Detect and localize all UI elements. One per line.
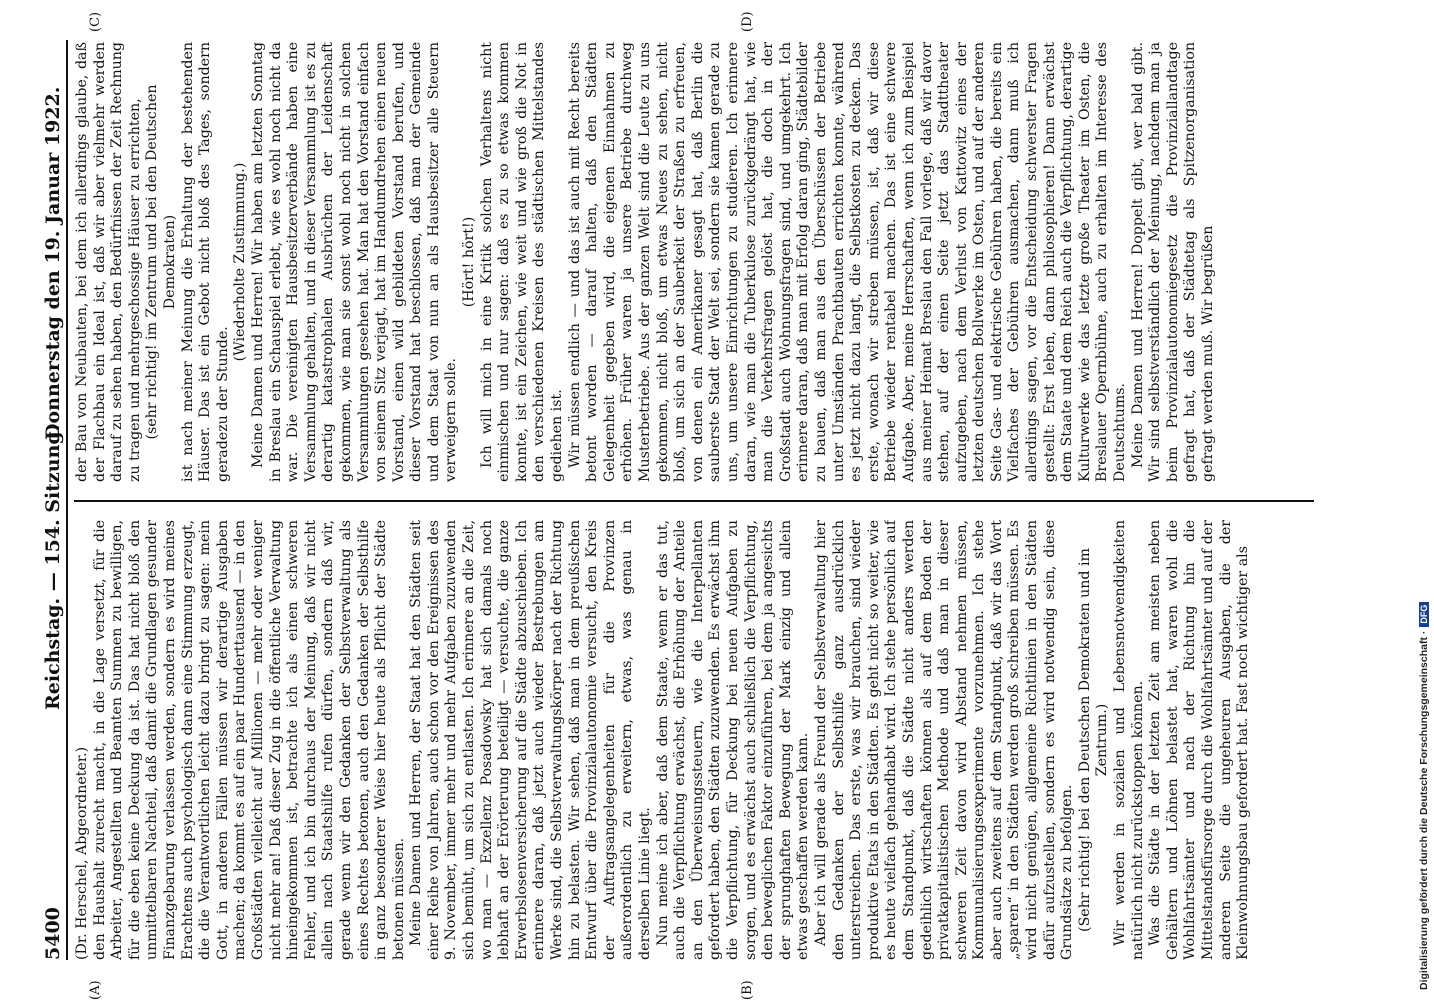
- paragraph: ist nach meiner Meinung die Erhaltung der bestehenden Häuser. Das ist ein Gebot nicht bloß des Tages, sondern geradezu der Stunde.: [179, 42, 231, 482]
- paragraph: (Dr. Herschel, Abgeordneter.): [74, 746, 90, 960]
- dfg-badge: DFG: [1419, 602, 1429, 627]
- text-column-right: [74, 42, 1314, 482]
- paragraph: (Sehr richtig! bei den Deutschen Demokraten und im Zentrum.): [1076, 548, 1111, 932]
- paragraph: Nun meine ich aber, daß dem Staate, wenn er das tut, auch die Verpflichtung erwächst, die Erhöhung der Anteile an den Überweisungssteuern, wie die Interpellanten gefordert haben, den Städten zuzuwenden. Es erwächst ihm die Verpflichtung, für Deckung bei neuen Aufgaben zu sorgen, und es erwächst auch schließlich die Verpflichtung, den beweglichen Faktor einzuführen, bei dem ja angesichts der sprunghaften Bewegung der Mark einzig und allein etwas geschaffen werden kann.: [654, 520, 812, 960]
- text-column-left: [74, 520, 1314, 960]
- column-rule: [74, 501, 1314, 503]
- paragraph: (sehr richtig! im Zentrum und bei den Deutschen Demokraten): [144, 84, 178, 440]
- paragraph: Was die Städte in der letzten Zeit am meisten neben Gehältern und Löhnen belastet hat, waren wohl die Wohlfahrtsämter und nach der Richtung hin die Mittelstandsfürsorge durch die Wohlfahrtsämter und auf der anderen Seite die ungeheuren Ausgaben, die der Kleinwohnungsbau gefordert hat. Fast noch wichtiger als: [1147, 520, 1252, 960]
- paragraph: den Haushalt zurecht macht, in die Lage versetzt, für die Arbeiter, Angestellten und Beamten Summen zu bewilligen, für die eben keine Deckung da ist. Das hat nicht bloß den unmittelbaren Nachteil, daß damit die Grundlagen gesunder Finanzgebarung verlassen werden, sondern es wird meines Erachtens auch psychologisch dann eine Stimmung erzeugt, die die Verantwortlichen leicht dazu bringt zu sagen: mein Gott, in anderen Fällen müssen wir derartige Ausgaben machen; da kommt es auf ein paar Hunderttausend — in den Großstädten vielleicht auf Millionen — mehr oder weniger nicht mehr an! Daß dieser Zug in die öffentliche Verwaltung hineingekommen ist, betrachte ich als einen schweren Fehler, und ich bin durchaus der Meinung, daß wir nicht allein nach Staatshilfe rufen dürfen, sondern daß wir, gerade wenn wir den Gedanken der Selbstverwaltung als eines Rechtes betonen, auch den Gedanken der Selbsthilfe in ganz besonderer Weise hier heute als Pflicht der Städte betonen müssen.: [91, 520, 407, 960]
- header-rule: [66, 40, 68, 960]
- paragraph: Ich will mich in eine Kritik solchen Verhaltens nicht einmischen und nur sagen: daß es zu so etwas kommen konnte, ist ein Zeichen, wie weit und wie groß die Not in den verschiedenen Kreisen des städtischen Mittelstandes gediehen ist.: [478, 42, 566, 482]
- paragraph: Meine Damen und Herren, der Staat hat den Städten seit einer Reihe von Jahren, auch schon vor den Ereignissen des 9. November, immer mehr und mehr Aufgaben zuzuwenden sich bemüht, um sich zu entlasten. Ich erinnere an die Zeit, wo man — Exzellenz Posadowsky hat sich damals noch lebhaft an der Erörterung beteiligt — versuchte, die ganze Erwerbslosenversicherung auf die Städte abzuschieben. Ich erinnere daran, daß jetzt auch wieder Bestrebungen am Werke sind, die Selbstverwaltungskörper nach der Richtung hin zu belasten. Wir sehen, daß man in dem preußischen Entwurf über die Provinzialautonomie versucht, den Kreis der Auftragsangelegenheiten für die Provinzen außerordentlich zu erweitern, etwas, was genau in derselben Linie liegt.: [408, 520, 653, 960]
- paragraph: (Wiederholte Zustimmung.): [232, 162, 249, 362]
- paragraph: der Bau von Neubauten, bei dem ich allerdings glaube, daß der Flachbau ein Ideal ist, daß wir aber vielmehr werden darauf zu sehen haben, den Bedürfnissen der Zeit Rechnung zu tragen und mehrgeschossige Häuser zu errichten,: [74, 42, 143, 482]
- paragraph: Meine Damen und Herren! Doppelt gibt, wer bald gibt. Wir sind selbstverständlich der Meinung, nachdem man ja beim Provinzialautonomiegesetz die Provinziallandtage gefragt hat, daß der Städtetag als Spitzenorganisation gefragt werden muß. Wir begrüßen: [1129, 42, 1216, 482]
- margin-marker-b: (B): [740, 980, 755, 1000]
- header-left-title: Reichstag. — 154. Sitzung.: [42, 424, 64, 710]
- paragraph: (Hört! hört!): [461, 216, 478, 308]
- paragraph: Meine Damen und Herren! Wir haben am letzten Sonntag in Breslau ein Schauspiel erlebt, wie es wohl noch nicht da war. Die vereinigten Hausbesitzerverbände haben eine Versammlung gehalten, und in dieser Versammlung ist es zu derartig katastrophalen Ausbrüchen der Leidenschaft gekommen, wie man sie sonst wohl noch nicht in solchen Versammlungen gesehen hat. Man hat den Vorstand einfach von seinem Sitz verjagt, hat im Handumdrehen einen neuen Vorstand, einen wild gebildeten Vorstand berufen, und dieser Vorstand hat beschlossen, daß man der Gemeinde und dem Staat von nun an als Hausbesitzer alle Steuern verweigern solle.: [249, 42, 460, 482]
- header-right-date: Donnerstag den 19. Januar 1922.: [42, 86, 64, 440]
- page-number: 5400: [42, 907, 64, 960]
- margin-marker-a: (A): [88, 980, 103, 1000]
- paragraph: Aber ich will gerade als Freund der Selbstverwaltung hier den Gedanken der Selbsthilfe ganz ausdrücklich unterstreichen. Das erste, was wir brauchen, sind wieder produktive Etats in den Städten. Es geht nicht so weiter, wie es heute vielfach gehandhabt wird. Ich stehe persönlich auf dem Standpunkt, daß die Städte nicht anders werden gedeihlich wirtschaften können als auf dem Boden der privatkapitalistischen Methode und daß man in dieser schweren Zeit davon wird Abstand nehmen müssen, Kommunalisierungsexperimente vorzunehmen. Ich stehe aber auch zweitens auf dem Standpunkt, daß wir das Wort „sparen“ in den Städten werden groß schreiben müssen. Es wird nicht genügen, allgemeine Richtlinien in den Städten dafür aufzustellen, sondern es wird notwendig sein, diese Grundsätze zu befolgen.: [812, 520, 1076, 960]
- digitization-text: Digitalisierung gefördert durch die Deutsche Forschungsgemeinschaft ·: [1418, 630, 1430, 990]
- margin-marker-c: (C): [88, 11, 103, 32]
- paragraph: Wir werden in sozialen und Lebensnotwendigkeiten natürlich nicht zurückstoppen können.: [1112, 520, 1146, 960]
- margin-marker-d: (D): [740, 11, 755, 32]
- digitization-notice: [1418, 10, 1434, 990]
- paragraph: Wir müssen endlich — und das ist auch mit Recht bereits betont worden — darauf halten, daß den Städten Gelegenheit gegeben wird, die eigenen Einnahmen zu erhöhen. Früher waren ja unsere Betriebe durchweg Musterbetriebe. Aus der ganzen Welt sind die Leute zu uns gekommen, nicht bloß, um etwas Neues zu sehen, nicht bloß, um sich an der Sauberkeit der Straßen zu erfreuen, von denen ein Amerikaner gesagt hat, daß Berlin die sauberste Stadt der Welt sei, sondern sie kamen gerade zu uns, um unsere Einrichtungen zu studieren. Ich erinnere daran, wie man die Tuberkulose zurückgedrängt hat, wie man die Verkehrsfragen gelöst hat, die doch in der Großstadt auch Wohnungsfragen sind, und umgekehrt. Ich erinnere daran, daß man mit Erfolg daran ging, Städtebilder zu bauen, daß man aus den Überschüssen der Betriebe unter Umständen Prachtbauten errichten konnte, während es jetzt nicht dazu langt, die Selbstkosten zu decken. Das erste, wonach wir streben müssen, ist, daß wir diese Betriebe wieder rentabel machen. Das ist eine schwere Aufgabe. Aber, meine Herrschaften, wenn ich zum Beispiel aus meiner Heimat Breslau den Fall vorlege, daß wir davor stehen, auf der einen Seite jetzt das Stadttheater aufzugeben, nach dem Verlust von Kattowitz eines der letzten deutschen Bollwerke im Osten, und auf der anderen Seite Gas- und elektrische Gebühren haben, die bereits ein Vielfaches der Gebühren ausmachen, dann muß ich allerdings sagen, vor die Entscheidung schwerster Fragen gestellt: Erst leben, dann philosophieren! Dann erwächst dem Staate und dem Reich auch die Verpflichtung, derartige Kulturwerke wie das letzte große Theater im Osten, die Breslauer Opernbühne, auch zu erhalten im Interesse des Deutschtums.: [566, 42, 1129, 482]
